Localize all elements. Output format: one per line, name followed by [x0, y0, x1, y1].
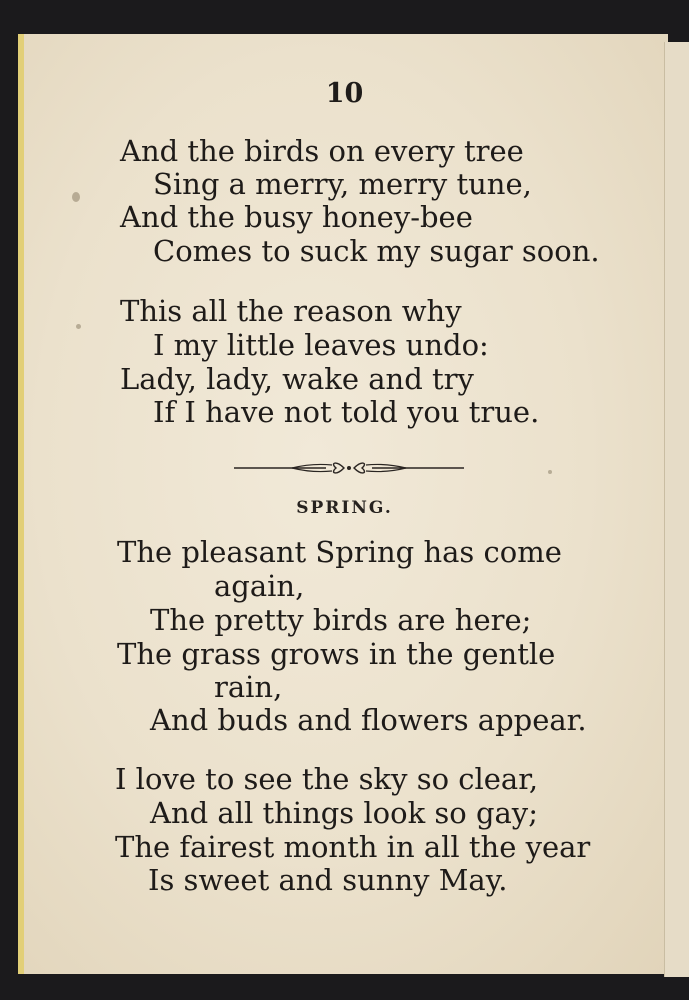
- verse-line: And all things look so gay;: [150, 796, 538, 830]
- paper-stain: [72, 192, 80, 202]
- verse-line: Comes to suck my sugar soon.: [153, 234, 600, 268]
- divider-ornament: [232, 456, 466, 480]
- poem-title: SPRING.: [296, 498, 393, 518]
- verse-line: Lady, lady, wake and try: [120, 362, 474, 396]
- verse-line: The pretty birds are here;: [150, 603, 532, 637]
- verse-line: And the busy honey-bee: [120, 200, 473, 234]
- verse-line: If I have not told you true.: [153, 395, 540, 429]
- page-number: 10: [325, 78, 364, 109]
- paper-stain: [76, 324, 81, 329]
- verse-line: I my little leaves undo:: [153, 328, 489, 362]
- paper-stain: [548, 470, 552, 474]
- verse-line: This all the reason why: [120, 294, 462, 328]
- verse-line: Is sweet and sunny May.: [148, 863, 508, 897]
- verse-line: again,: [214, 569, 305, 603]
- verse-line: And buds and flowers appear.: [150, 703, 587, 737]
- verse-line: The fairest month in all the year: [115, 830, 591, 864]
- verse-line: The grass grows in the gentle: [117, 637, 556, 671]
- verse-line: The pleasant Spring has come: [117, 535, 562, 569]
- verse-line: And the birds on every tree: [120, 134, 524, 168]
- verse-line: Sing a merry, merry tune,: [153, 167, 532, 201]
- verse-line: I love to see the sky so clear,: [115, 762, 539, 796]
- verse-line: rain,: [214, 670, 283, 704]
